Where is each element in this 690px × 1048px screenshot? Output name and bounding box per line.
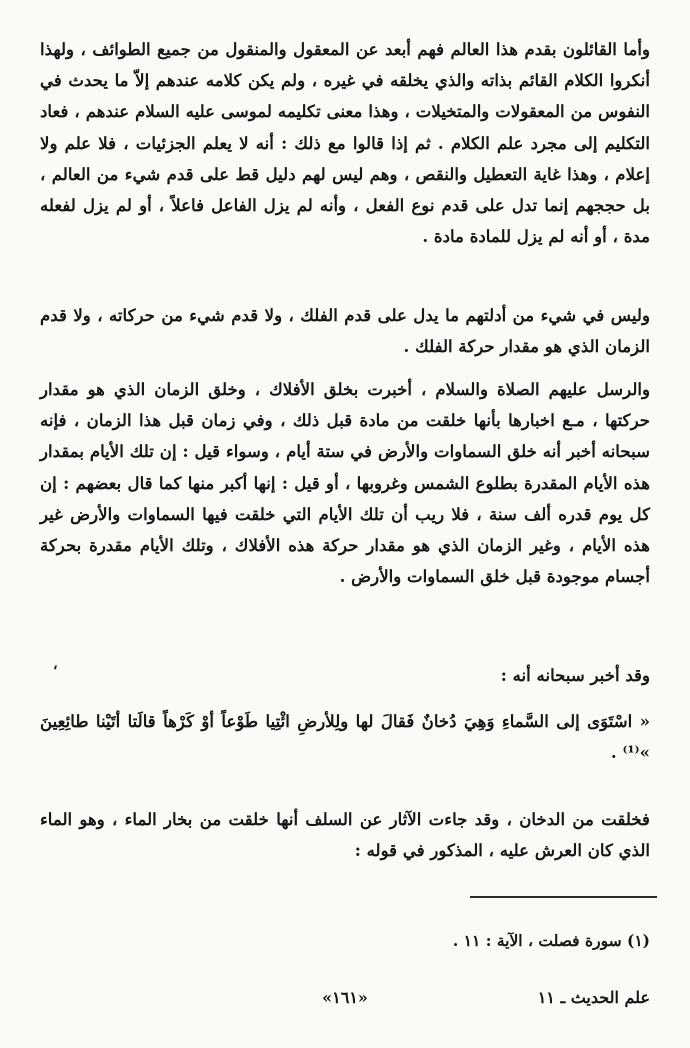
paragraph-3: والرسل عليهم الصلاة والسلام ، أخبرت بخلق الأفلاك ، وخلق الزمان الذي هو مقدار حركتها ، مـع اخبارها بأنها خلقت من مادة قبل ذلك ، وفي زمان قبل هذا الزمان ، فإنه سبحانه أخبر أنه خلق السماوات والأرض في ستة أيام ، وسواء قيل : إن تلك الأيام بمقدار هذه الأيام المقدرة بطلوع الشمس وغروبها ، أو قيل : إنها أكبر منها كما قال بعضهم : إن كل يوم قدره ألف سنة ، فلا ريب أن تلك الأيام التي خلقت فيها السماوات والأرض غير هذه الأيام ، وغير الزمان الذي هو مقدار حركة هذه الأفلاك ، وتلك الأيام مقدرة بحركة أجسام موجودة قبل خلق السماوات والأرض . [40, 379, 650, 587]
paragraph-1: وأما القائلون بقدم هذا العالم فهم أبعد عن المعقول والمنقول من جميع الطوائف ، ولهذا أنكروا الكلام القائم بذاته والذي يخلقه في غيره ، ولم يكن كلامه عندهم إلاّ ما يحدث في النفوس من المعقولات والمتخيلات ، وهذا معنى تكليمه لموسى عليه السلام عندهم ، فعاد التكليم إلى مجرد علم الكلام . ثم إذا قالوا مع ذلك : أنه لا يعلم الجزئيات ، فلا علم ولا إعلام ، وهذا غاية التعطيل والنقص ، وهم ليس لهم دليل قط على قدم شيء من العالم ، بل حججهم إنما تدل على قدم نوع الفعل ، وأنه لم يزل الفاعل فاعلاً ، أو لم يزل لفعله مدة ، أو أنه لم يزل للمادة مادة . [40, 39, 650, 247]
paragraph-4: وقد أخبر سبحانه أنه : [500, 665, 650, 685]
page-footer [40, 988, 650, 1018]
margin-mark: ، [53, 657, 58, 673]
quran-verse: « اسْتَوَى إلى السَّماءِ وَهِيَ دُخانٌ فَقالَ لها ولِلأرضِ ائْتِيا طَوْعاً أوْ كَرْهاً قالَتا أتَيْنا طائِعِينَ »⁽¹⁾ . [40, 711, 650, 763]
running-title: علم الحديث ـ ١١ [537, 988, 650, 1007]
footnote-separator [470, 896, 657, 898]
paragraph-6: فخلقت من الدخان ، وقد جاءت الآثار عن السلف أنها خلقت من بخار الماء ، وهو الماء الذي كان العرش عليه ، المذكور في قوله : [40, 809, 650, 861]
paragraph-2: وليس في شيء من أدلتهم ما يدل على قدم الفلك ، ولا قدم شيء من حركاته ، ولا قدم الزمان الذي هو مقدار حركة الفلك . [40, 305, 650, 357]
footnote: (١) سورة فصلت ، الآية : ١١ . [452, 931, 650, 950]
page-number: «١٦١» [322, 988, 368, 1007]
